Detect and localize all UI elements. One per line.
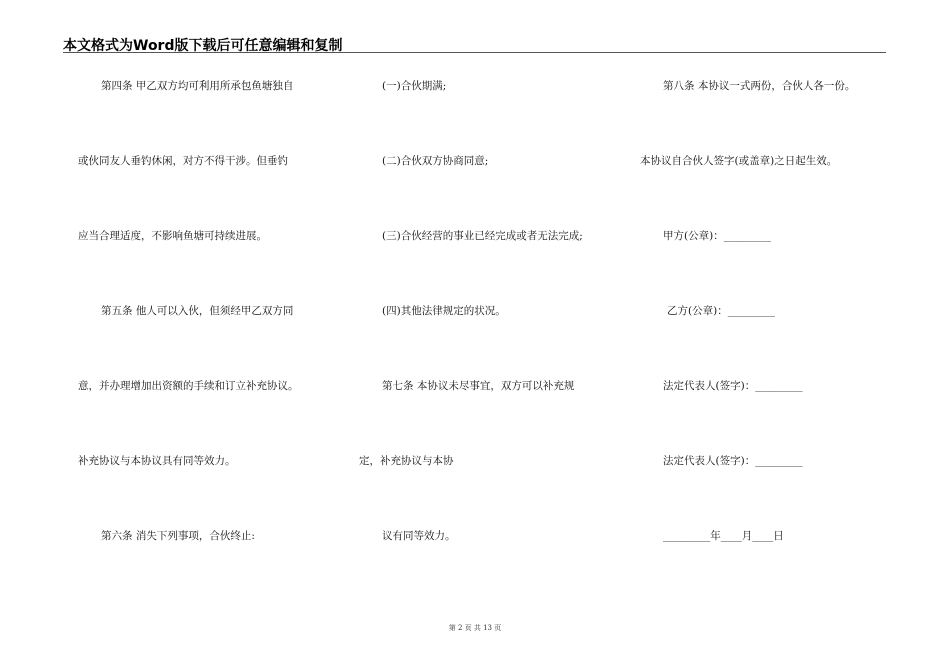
paragraph-line: 第五条 他人可以入伙，但须经甲乙双方同 xyxy=(101,305,294,317)
header-divider xyxy=(63,52,886,53)
signature-line-representative-a: 法定代表人(签字)：_________ xyxy=(663,380,803,392)
signature-line-representative-b: 法定代表人(签字)：_________ xyxy=(663,455,803,467)
paragraph-line: 议有同等效力。 xyxy=(382,530,456,542)
paragraph-line: (三)合伙经营的事业已经完成或者无法完成; xyxy=(382,230,583,242)
paragraph-line: 补充协议与本协议具有同等效力。 xyxy=(78,455,236,467)
paragraph-line: 或伙同友人垂钓休闲，对方不得干涉。但垂钓 xyxy=(78,155,288,167)
paragraph-line: 第四条 甲乙双方均可利用所承包鱼塘独自 xyxy=(101,80,294,92)
paragraph-line: (一)合伙期满; xyxy=(382,80,447,92)
paragraph-line: (二)合伙双方协商同意; xyxy=(382,155,489,167)
paragraph-line: 第七条 本协议未尽事宜，双方可以补充规 xyxy=(382,380,575,392)
paragraph-line: 定，补充协议与本协 xyxy=(359,455,454,467)
paragraph-line: 第六条 消失下列事项，合伙终止: xyxy=(101,530,255,542)
page-indicator: 第 2 页 共 13 页 xyxy=(448,624,502,632)
paragraph-line: 本协议自合伙人签字(或盖章)之日起生效。 xyxy=(640,155,838,167)
paragraph-line: 应当合理适度，不影响鱼塘可持续进展。 xyxy=(78,230,267,242)
paragraph-line: 意，并办理增加出资额的手续和订立补充协议。 xyxy=(78,380,299,392)
paragraph-line: (四)其他法律规定的状况。 xyxy=(382,305,506,317)
signature-line-party-b: 乙方(公章)：_________ xyxy=(667,305,775,317)
paragraph-line: 第八条 本协议一式两份，合伙人各一份。 xyxy=(663,80,856,92)
signature-line-party-a: 甲方(公章)：_________ xyxy=(663,230,771,242)
date-line: _________年____月____日 xyxy=(663,530,784,542)
header-title: 本文格式为Word版下载后可任意编辑和复制 xyxy=(63,38,343,54)
